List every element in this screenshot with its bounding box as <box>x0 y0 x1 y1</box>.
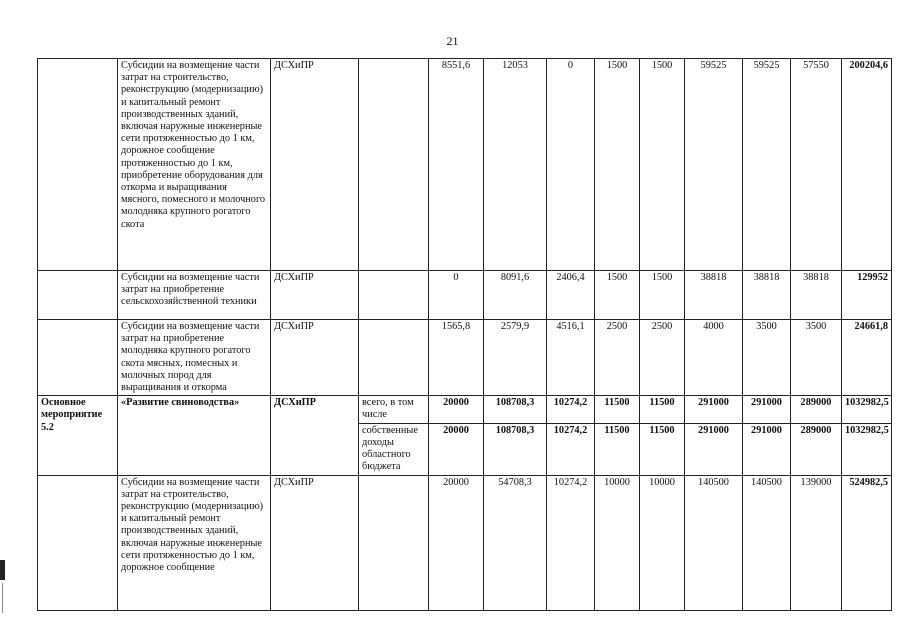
value-cell: 140500 <box>743 475 791 610</box>
value-cell: 1500 <box>595 271 640 320</box>
value-cell: 38818 <box>685 271 743 320</box>
table-row <box>38 59 892 271</box>
value-cell: 1565,8 <box>429 320 484 396</box>
value-cell: 10274,2 <box>547 475 595 610</box>
value-cell: 10000 <box>595 475 640 610</box>
name-cell: Субсидии на возмещение части затрат на строительство, реконструкцию (модернизацию) и капитальный ремонт производственных зданий, включая наружные инженерные сети протяженностью до 1 км, дорожное сообщение <box>118 475 271 610</box>
value-cell: 11500 <box>640 423 685 475</box>
table-row-measure-5-2 <box>38 396 892 423</box>
executor-cell: ДСХиПР <box>271 320 359 396</box>
source-cell <box>359 320 429 396</box>
value-cell: 11500 <box>595 423 640 475</box>
total-cell: 1032982,5 <box>842 423 892 475</box>
budget-table <box>37 58 892 611</box>
table-row <box>38 475 892 610</box>
value-cell: 140500 <box>685 475 743 610</box>
total-cell: 129952 <box>842 271 892 320</box>
total-cell: 200204,6 <box>842 59 892 271</box>
name-cell: Субсидии на возмещение части затрат на приобретение сельскохозяйственной техники <box>118 271 271 320</box>
value-cell: 20000 <box>429 475 484 610</box>
measure-cell <box>38 271 118 320</box>
value-cell: 10000 <box>640 475 685 610</box>
value-cell: 2500 <box>640 320 685 396</box>
value-cell: 59525 <box>685 59 743 271</box>
total-cell: 524982,5 <box>842 475 892 610</box>
table-row <box>38 320 892 396</box>
table-row <box>38 271 892 320</box>
value-cell: 291000 <box>685 423 743 475</box>
value-cell: 3500 <box>743 320 791 396</box>
measure-cell: Основное мероприятие 5.2 <box>38 396 118 475</box>
value-cell: 38818 <box>791 271 842 320</box>
value-cell: 8551,6 <box>429 59 484 271</box>
scan-edge-dots <box>2 583 3 613</box>
scan-edge-mark <box>0 560 5 580</box>
page-number: 21 <box>446 34 459 48</box>
value-cell: 38818 <box>743 271 791 320</box>
value-cell: 139000 <box>791 475 842 610</box>
value-cell: 10274,2 <box>547 396 595 423</box>
value-cell: 10274,2 <box>547 423 595 475</box>
measure-cell <box>38 320 118 396</box>
source-cell <box>359 59 429 271</box>
value-cell: 2500 <box>595 320 640 396</box>
value-cell: 1500 <box>595 59 640 271</box>
total-cell: 24661,8 <box>842 320 892 396</box>
value-cell: 1500 <box>640 271 685 320</box>
value-cell: 108708,3 <box>484 396 547 423</box>
value-cell: 2406,4 <box>547 271 595 320</box>
value-cell: 3500 <box>791 320 842 396</box>
value-cell: 289000 <box>791 423 842 475</box>
value-cell: 108708,3 <box>484 423 547 475</box>
executor-cell: ДСХиПР <box>271 59 359 271</box>
value-cell: 4516,1 <box>547 320 595 396</box>
source-cell: собственные доходы областного бюджета <box>359 423 429 475</box>
value-cell: 12053 <box>484 59 547 271</box>
value-cell: 289000 <box>791 396 842 423</box>
value-cell: 20000 <box>429 423 484 475</box>
source-cell <box>359 475 429 610</box>
name-cell: Субсидии на возмещение части затрат на приобретение молодняка крупного рогатого скота мясных, помесных и молочных пород для выращивания и откорма <box>118 320 271 396</box>
executor-cell: ДСХиПР <box>271 475 359 610</box>
value-cell: 0 <box>429 271 484 320</box>
name-cell: «Развитие свиноводства» <box>118 396 271 475</box>
value-cell: 59525 <box>743 59 791 271</box>
value-cell: 8091,6 <box>484 271 547 320</box>
value-cell: 291000 <box>743 423 791 475</box>
measure-cell <box>38 59 118 271</box>
source-cell <box>359 271 429 320</box>
value-cell: 4000 <box>685 320 743 396</box>
source-cell: всего, в том числе <box>359 396 429 423</box>
value-cell: 0 <box>547 59 595 271</box>
value-cell: 291000 <box>685 396 743 423</box>
value-cell: 11500 <box>640 396 685 423</box>
total-cell: 1032982,5 <box>842 396 892 423</box>
value-cell: 11500 <box>595 396 640 423</box>
name-cell: Субсидии на возмещение части затрат на строительство, реконструкцию (модернизацию) и капитальный ремонт производственных зданий, включая наружные инженерные сети протяженностью до 1 км, дорожное сообщение протяженностью до 1 км, приобретение оборудования для откорма и выращивания мясного, помесного и молочного молодняка крупного рогатого скота <box>118 59 271 271</box>
value-cell: 57550 <box>791 59 842 271</box>
value-cell: 1500 <box>640 59 685 271</box>
value-cell: 2579,9 <box>484 320 547 396</box>
value-cell: 54708,3 <box>484 475 547 610</box>
measure-cell <box>38 475 118 610</box>
executor-cell: ДСХиПР <box>271 396 359 475</box>
value-cell: 291000 <box>743 396 791 423</box>
value-cell: 20000 <box>429 396 484 423</box>
executor-cell: ДСХиПР <box>271 271 359 320</box>
